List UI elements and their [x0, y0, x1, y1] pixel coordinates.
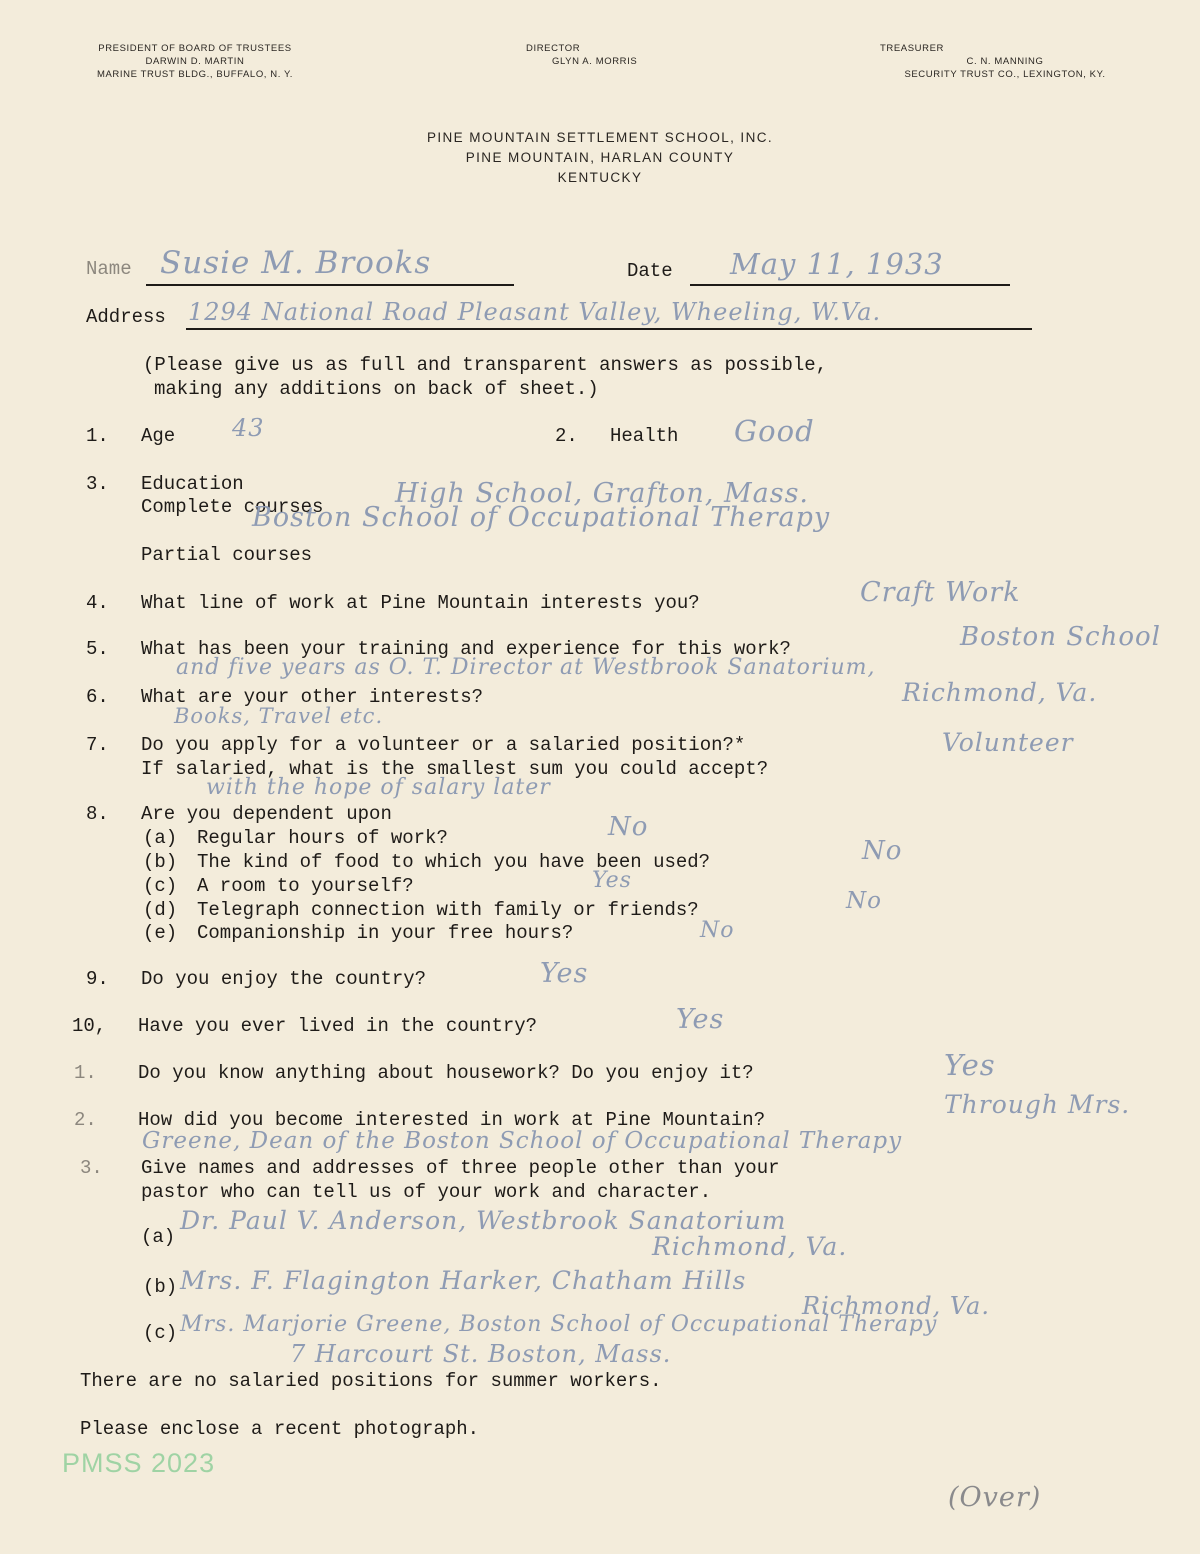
- ref-b-line1[interactable]: Mrs. F. Flagington Harker, Chatham Hills: [180, 1266, 747, 1295]
- over-note: (Over): [948, 1482, 1042, 1513]
- school-state: KENTUCKY: [557, 170, 643, 185]
- q12-answer-2[interactable]: Greene, Dean of the Boston School of Occupational Therapy: [142, 1128, 903, 1154]
- q7-label-2: If salaried, what is the smallest sum you could accept?: [141, 758, 769, 780]
- school-location: PINE MOUNTAIN, HARLAN COUNTY: [465, 150, 735, 165]
- q3-number: 3.: [86, 473, 109, 495]
- ref-c-letter: (c): [143, 1322, 178, 1344]
- q12-number: 2.: [74, 1109, 97, 1131]
- q1-label: Age: [141, 425, 176, 447]
- q5-label: What has been your training and experience for this work?: [141, 638, 791, 660]
- date-underline: [690, 284, 1010, 286]
- q11-answer[interactable]: Yes: [944, 1048, 996, 1082]
- q10-label: Have you ever lived in the country?: [138, 1015, 538, 1037]
- q6-label: What are your other interests?: [141, 686, 484, 708]
- q3-label: Education: [141, 473, 244, 495]
- q8d-text: Telegraph connection with family or friends?: [197, 899, 699, 921]
- q8b-answer[interactable]: No: [862, 836, 903, 866]
- q1-answer[interactable]: 43: [232, 414, 265, 442]
- president-name: DARWIN D. MARTIN: [145, 56, 245, 67]
- date-label: Date: [627, 260, 673, 282]
- treasurer-title: TREASURER: [880, 43, 944, 54]
- q8e-answer[interactable]: No: [700, 918, 735, 943]
- archive-watermark: PMSS 2023: [62, 1448, 216, 1478]
- treasurer-address: SECURITY TRUST CO., LEXINGTON, KY.: [904, 69, 1106, 80]
- treasurer-name: C. N. MANNING: [966, 56, 1044, 67]
- ref-c-line2[interactable]: 7 Harcourt St. Boston, Mass.: [290, 1340, 672, 1368]
- q8b-letter: (b): [143, 851, 178, 873]
- q7-label: Do you apply for a volunteer or a salaried position?*: [141, 734, 746, 756]
- q5-number: 5.: [86, 638, 109, 660]
- q5-answer-1[interactable]: Boston School: [960, 622, 1161, 652]
- q8d-answer[interactable]: No: [846, 888, 882, 914]
- date-value[interactable]: May 11, 1933: [730, 247, 944, 281]
- q11-number: 1.: [74, 1062, 97, 1084]
- footer-note-2: Please enclose a recent photograph.: [80, 1418, 480, 1440]
- q2-label: Health: [610, 425, 679, 447]
- q3-complete-answer-2[interactable]: Boston School of Occupational Therapy: [252, 502, 831, 533]
- q3-partial-label: Partial courses: [141, 544, 313, 566]
- director-name: GLYN A. MORRIS: [552, 56, 638, 67]
- letterhead-treasurer: [880, 42, 1130, 81]
- address-underline: [186, 328, 1032, 330]
- q12-label: How did you become interested in work at Pine Mountain?: [138, 1109, 766, 1131]
- footer-note-1: There are no salaried positions for summer workers.: [80, 1370, 662, 1392]
- letterhead-director: [526, 42, 637, 68]
- q13-label: Give names and addresses of three people other than your: [141, 1157, 780, 1179]
- instructions-line-1: (Please give us as full and transparent answers as possible,: [143, 354, 828, 376]
- q8c-letter: (c): [143, 875, 178, 897]
- q2-number: 2.: [555, 425, 578, 447]
- q4-label: What line of work at Pine Mountain interests you?: [141, 592, 700, 614]
- ref-b-line2[interactable]: Richmond, Va.: [802, 1292, 990, 1320]
- president-title: PRESIDENT OF BOARD OF TRUSTEES: [98, 43, 292, 54]
- q7-answer-2[interactable]: with the hope of salary later: [206, 775, 551, 800]
- q4-answer[interactable]: Craft Work: [860, 577, 1021, 608]
- ref-a-line2[interactable]: Richmond, Va.: [652, 1232, 848, 1261]
- q1-number: 1.: [86, 425, 109, 447]
- president-address: MARINE TRUST BLDG., BUFFALO, N. Y.: [96, 69, 294, 80]
- name-underline: [146, 284, 514, 286]
- q8b-text: The kind of food to which you have been used?: [197, 851, 711, 873]
- address-value[interactable]: 1294 National Road Pleasant Valley, Wheeling, W.Va.: [188, 298, 882, 326]
- q7-answer-1[interactable]: Volunteer: [942, 728, 1074, 757]
- director-title: DIRECTOR: [526, 43, 581, 54]
- q8d-letter: (d): [143, 899, 178, 921]
- q8a-answer[interactable]: No: [608, 812, 649, 842]
- instructions-line-2: making any additions on back of sheet.): [154, 378, 599, 400]
- q8-label: Are you dependent upon: [141, 803, 392, 825]
- q5-answer-2[interactable]: and five years as O. T. Director at Westbrook Sanatorium,: [176, 655, 876, 680]
- q8c-text: A room to yourself?: [197, 875, 414, 897]
- address-label: Address: [86, 306, 166, 328]
- q6-answer[interactable]: Books, Travel etc.: [174, 704, 384, 728]
- q12-answer-1[interactable]: Through Mrs.: [944, 1090, 1131, 1119]
- q3-complete-answer-1[interactable]: High School, Grafton, Mass.: [395, 478, 810, 509]
- name-value[interactable]: Susie M. Brooks: [160, 245, 432, 281]
- ref-a-letter: (a): [141, 1226, 176, 1248]
- name-label: Name: [86, 258, 132, 280]
- q7-number: 7.: [86, 734, 109, 756]
- letterhead-president: [60, 42, 330, 81]
- q8c-answer[interactable]: Yes: [592, 868, 632, 893]
- school-name: PINE MOUNTAIN SETTLEMENT SCHOOL, INC.: [426, 130, 774, 145]
- q8e-text: Companionship in your free hours?: [197, 922, 574, 944]
- q9-label: Do you enjoy the country?: [141, 968, 427, 990]
- q10-number: 10,: [72, 1015, 107, 1037]
- q13-label-2: pastor who can tell us of your work and character.: [141, 1181, 712, 1203]
- q13-number: 3.: [80, 1157, 103, 1179]
- ref-c-line1[interactable]: Mrs. Marjorie Greene, Boston School of Occupational Therapy: [180, 1312, 938, 1337]
- q3-complete-label: Complete courses: [141, 496, 324, 518]
- school-heading: [0, 128, 1200, 188]
- q11-label: Do you know anything about housework? Do you enjoy it?: [138, 1062, 754, 1084]
- q5-answer-3[interactable]: Richmond, Va.: [902, 678, 1098, 707]
- q2-answer[interactable]: Good: [734, 414, 815, 448]
- ref-b-letter: (b): [143, 1276, 178, 1298]
- q6-number: 6.: [86, 686, 109, 708]
- q10-answer[interactable]: Yes: [676, 1004, 725, 1035]
- q9-answer[interactable]: Yes: [540, 958, 589, 989]
- q8e-letter: (e): [143, 922, 178, 944]
- q8a-text: Regular hours of work?: [197, 827, 448, 849]
- q9-number: 9.: [86, 968, 109, 990]
- q8a-letter: (a): [143, 827, 178, 849]
- ref-a-line1[interactable]: Dr. Paul V. Anderson, Westbrook Sanatorium: [180, 1206, 787, 1235]
- q4-number: 4.: [86, 592, 109, 614]
- q8-number: 8.: [86, 803, 109, 825]
